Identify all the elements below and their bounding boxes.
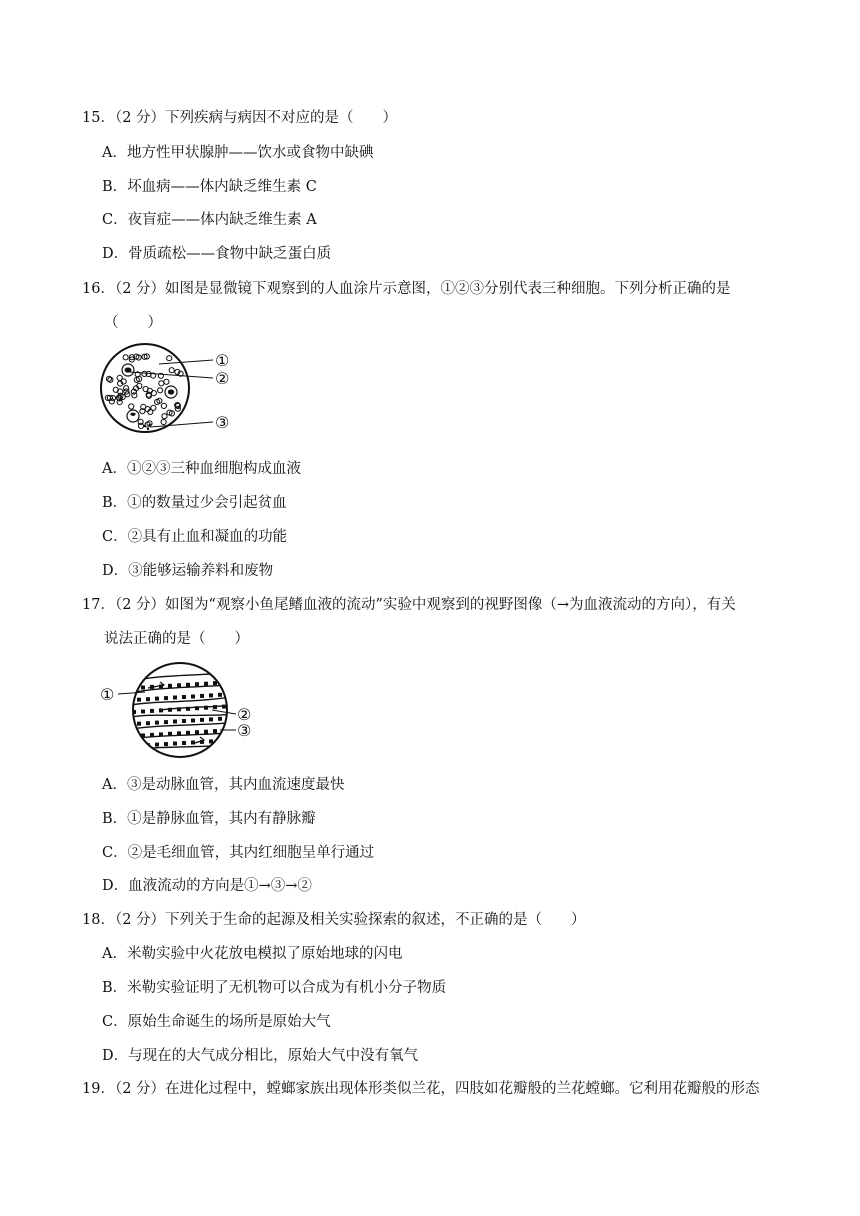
figure-label-2: ② <box>237 705 252 724</box>
blood-cell <box>168 684 172 688</box>
red-blood-cell <box>129 404 134 409</box>
question-15-option-b: B．坏血病——体内缺乏维生素 C <box>102 179 317 195</box>
question-17-stem-continued: 说法正确的是（ ） <box>104 631 249 647</box>
blood-cell <box>227 692 231 696</box>
red-blood-cell <box>132 393 137 398</box>
blood-cell <box>159 708 163 712</box>
question-18-option-b: B．米勒实验证明了无机物可以合成为有机小分子物质 <box>102 980 447 996</box>
blood-cell <box>204 682 208 686</box>
blood-cell <box>150 709 154 713</box>
red-blood-cell <box>151 391 156 396</box>
blood-cell <box>173 742 177 746</box>
red-blood-cell <box>162 414 167 419</box>
figure-label-1: ① <box>100 685 115 704</box>
blood-cell <box>191 695 195 699</box>
red-blood-cell <box>164 379 169 384</box>
blood-cell <box>191 719 195 723</box>
blood-cell <box>132 686 136 690</box>
figure-label-2: ② <box>215 369 230 388</box>
blood-cell <box>195 706 199 710</box>
blood-cell <box>204 730 208 734</box>
question-18-stem: 18．（2 分）下列关于生命的起源及相关实验探索的叙述，不正确的是（ ） <box>82 912 586 928</box>
blood-cell <box>218 739 222 743</box>
question-19-stem: 19．（2 分）在进化过程中，螳螂家族出现体形类似兰花，四肢如花瓣般的兰花螳螂。它利用花瓣般的形态 <box>82 1081 760 1097</box>
question-18-option-d: D．与现在的大气成分相比，原始大气中没有氧气 <box>102 1048 419 1064</box>
blood-cell <box>141 734 145 738</box>
blood-cell <box>137 744 141 748</box>
blood-cell <box>155 721 159 725</box>
blood-cell <box>186 731 190 735</box>
blood-cell <box>141 710 145 714</box>
blood-cell <box>141 686 145 690</box>
blood-cell <box>200 694 204 698</box>
red-blood-cell <box>110 396 115 401</box>
red-blood-cell <box>167 356 172 361</box>
question-16-option-c: C．②具有止血和凝血的功能 <box>102 529 288 545</box>
question-17-stem: 17．（2 分）如图为“观察小鱼尾鳍血液的流动”实验中观察到的视野图像（→为血液流动的方向），有关 <box>82 597 736 613</box>
blood-cell <box>222 705 226 709</box>
blood-cell <box>182 741 186 745</box>
red-blood-cell <box>161 419 166 424</box>
blood-cell <box>195 682 199 686</box>
blood-cell <box>209 717 213 721</box>
blood-cell <box>186 683 190 687</box>
question-15-stem: 15．（2 分）下列疾病与病因不对应的是（ ） <box>82 110 398 126</box>
question-18-option-a: A．米勒实验中火花放电模拟了原始地球的闪电 <box>102 946 403 962</box>
blood-cell <box>200 718 204 722</box>
platelet <box>149 424 152 427</box>
blood-cell <box>213 705 217 709</box>
blood-cell <box>168 708 172 712</box>
question-18-option-c: C．原始生命诞生的场所是原始大气 <box>102 1014 331 1030</box>
blood-cell <box>155 743 159 747</box>
blood-cell <box>213 681 217 685</box>
blood-cell <box>137 698 141 702</box>
blood-cell <box>164 696 168 700</box>
blood-smear-figure <box>95 340 245 440</box>
figure-label-3: ③ <box>215 413 230 432</box>
blood-cell <box>177 707 181 711</box>
question-17-option-b: B．①是静脉血管，其内有静脉瓣 <box>102 811 316 827</box>
question-15-option-c: C．夜盲症——体内缺乏维生素 A <box>102 212 317 228</box>
blood-cell <box>177 731 181 735</box>
blood-cell <box>150 733 154 737</box>
blood-cell <box>231 704 235 708</box>
blood-cell <box>213 729 217 733</box>
blood-cell <box>195 730 199 734</box>
blood-cell <box>227 716 231 720</box>
platelet <box>147 428 149 430</box>
blood-cell <box>182 719 186 723</box>
blood-cell <box>209 693 213 697</box>
blood-cell <box>155 697 159 701</box>
question-16-stem: 16．（2 分）如图是显微镜下观察到的人血涂片示意图，①②③分别代表三种细胞。下列分析正确的是 <box>82 281 731 297</box>
red-blood-cell <box>169 368 174 373</box>
red-blood-cell <box>123 355 128 360</box>
blood-cell <box>222 681 226 685</box>
red-blood-cell <box>158 388 163 393</box>
blood-cell <box>146 697 150 701</box>
blood-cell <box>218 693 222 697</box>
figure-label-3: ③ <box>237 721 252 740</box>
blood-cell <box>227 738 231 742</box>
blood-cell <box>146 721 150 725</box>
blood-cell <box>177 683 181 687</box>
red-blood-cell <box>161 403 166 408</box>
blood-cell <box>182 695 186 699</box>
blood-cell <box>231 680 235 684</box>
blood-cell <box>168 732 172 736</box>
blood-cell <box>218 717 222 721</box>
question-15-option-a: A．地方性甲状腺肿——饮水或食物中缺碘 <box>102 145 374 161</box>
blood-cell <box>164 720 168 724</box>
fish-tail-blood-flow-figure <box>100 660 260 764</box>
blood-cell <box>186 707 190 711</box>
blood-cell <box>164 742 168 746</box>
blood-cell <box>204 706 208 710</box>
question-16-option-a: A．①②③三种血细胞构成血液 <box>102 461 301 477</box>
question-17-option-c: C．②是毛细血管，其内红细胞呈单行通过 <box>102 845 375 861</box>
blood-cell <box>173 720 177 724</box>
question-16-option-d: D．③能够运输养料和废物 <box>102 563 274 579</box>
blood-cell <box>132 734 136 738</box>
question-17-option-d: D．血液流动的方向是①→③→② <box>102 878 312 894</box>
blood-cell <box>137 722 141 726</box>
platelet <box>144 425 147 428</box>
red-blood-cell <box>159 381 164 386</box>
blood-cell <box>159 732 163 736</box>
question-16-option-b: B．①的数量过少会引起贫血 <box>102 495 287 511</box>
blood-cell <box>173 696 177 700</box>
figure-label-1: ① <box>215 351 230 370</box>
question-16-stem-continued: （ ） <box>104 315 162 331</box>
question-15-option-d: D．骨质疏松——食物中缺乏蛋白质 <box>102 246 332 262</box>
red-blood-cell <box>151 405 156 410</box>
red-blood-cell <box>106 376 111 381</box>
blood-cell <box>209 739 213 743</box>
question-17-option-a: A．③是动脉血管，其内血流速度最快 <box>102 777 345 793</box>
